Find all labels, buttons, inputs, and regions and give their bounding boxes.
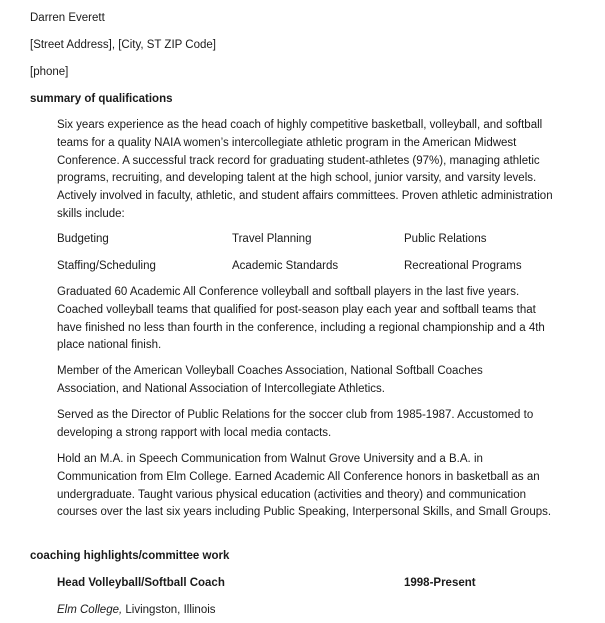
employer-location: Livingston, Illinois (122, 604, 216, 616)
skill-item: Staffing/Scheduling (57, 260, 156, 272)
summary-intro: Six years experience as the head coach of highly competitive basketball, volleyball, and softball teams for a quality NAIA women’s intercollegiate athletic program in the American Midwest Conference. A successful track record for graduating student-athletes (97%), managing athletic programs, recruiting, and developing talent at the high school, junior varsity, and varsity levels. Actively involved in faculty, athletic, and student affairs committees. Proven athletic administration skills include: (57, 119, 553, 220)
skill-item: Travel Planning (232, 233, 312, 245)
skill-item: Recreational Programs (404, 260, 522, 272)
employer-line (57, 601, 216, 619)
summary-paragraph-education: Hold an M.A. in Speech Communication from Walnut Grove University and a B.A. in Communication from Elm College. Earned Academic All Conference honors in basketball as an undergraduate. Taught various physical education (activities and theory) and communication courses over the last six years including Public Speaking, Interpersonal Skills, and Small Groups. (57, 453, 552, 519)
coaching-heading: coaching highlights/committee work (30, 550, 230, 562)
job-title: Head Volleyball/Softball Coach (57, 577, 225, 589)
contact-address: [Street Address], [City, ST ZIP Code] (30, 39, 216, 51)
summary-paragraph-memberships: Member of the American Volleyball Coaches Association, National Softball Coaches Association, and National Association of Intercollegiate Athletics. (57, 365, 483, 395)
contact-name: Darren Everett (30, 12, 105, 24)
skill-item: Public Relations (404, 233, 487, 245)
contact-phone: [phone] (30, 66, 69, 78)
employer-name: Elm College, (57, 604, 123, 616)
summary-heading: summary of qualifications (30, 93, 173, 105)
summary-paragraph-graduates: Graduated 60 Academic All Conference volleyball and softball players in the last five years. Coached volleyball teams that qualified for post-season play each year and softball teams that have finished no less than fourth in the conference, including a regional championship and a 4th place national finish. (57, 286, 545, 352)
skill-item: Academic Standards (232, 260, 339, 272)
skill-item: Budgeting (57, 233, 109, 245)
summary-paragraph-public-relations: Served as the Director of Public Relations for the soccer club from 1985-1987. Accustomed to developing a strong rapport with local media contacts. (57, 409, 534, 439)
job-dates: 1998-Present (404, 577, 476, 589)
